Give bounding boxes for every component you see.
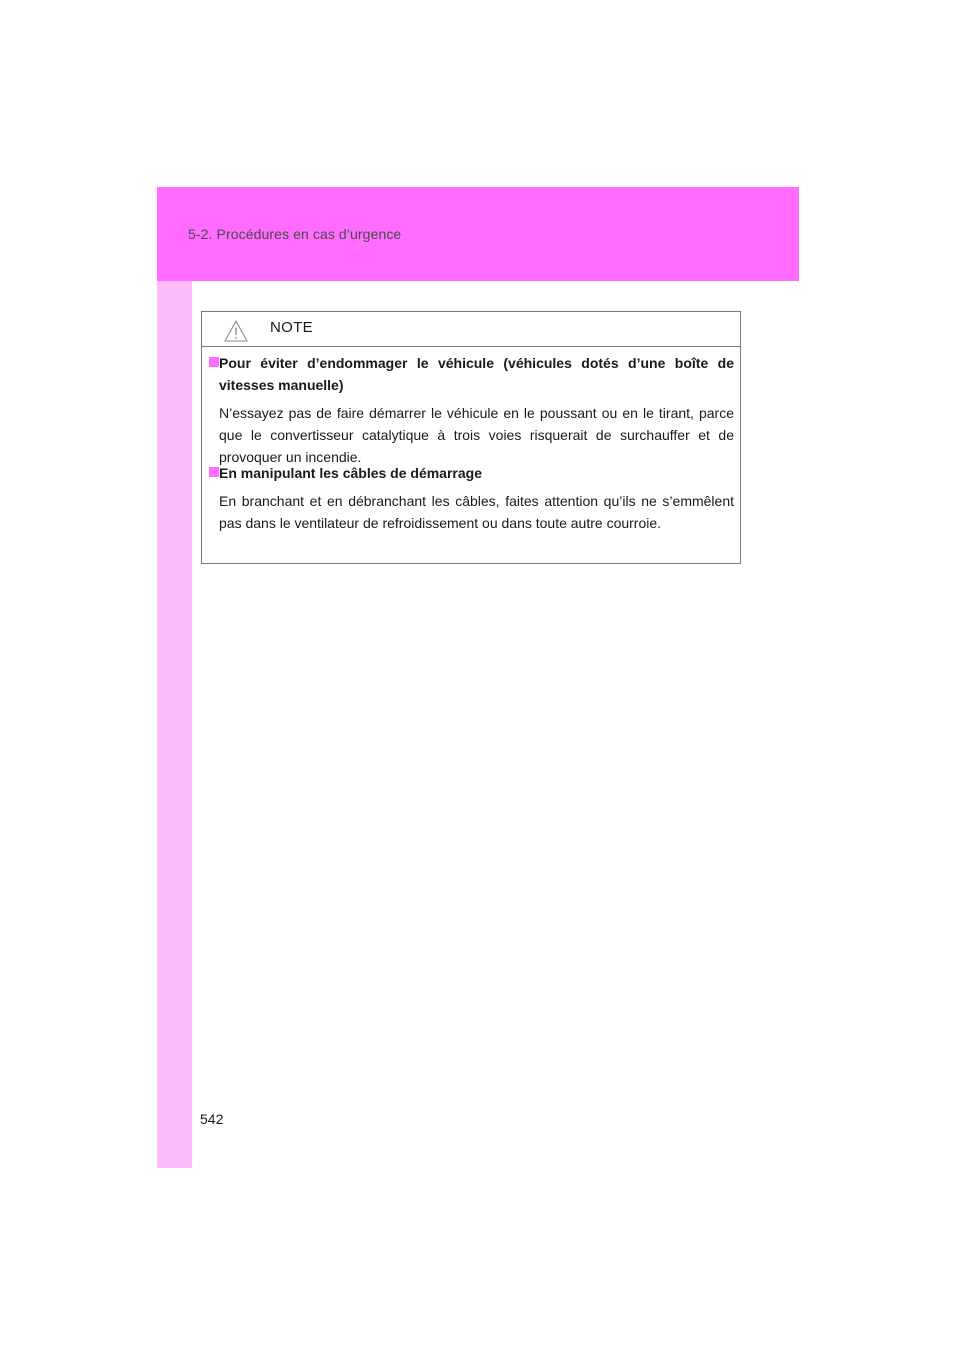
section-title: 5-2. Procédures en cas d’urgence: [188, 226, 402, 242]
note-title: NOTE: [270, 319, 313, 336]
square-bullet-icon: [209, 357, 219, 367]
note-item-body: N’essayez pas de faire démarrer le véhicule en le poussant ou en le tirant, parce que le convertisseur catalytique à trois voies risquerait de surchauffer et de provoquer un incendie.: [219, 405, 734, 465]
note-box: [201, 311, 741, 564]
side-strip: [157, 187, 192, 1168]
square-bullet-icon: [209, 467, 219, 477]
page-number: 542: [200, 1111, 224, 1127]
note-item-heading: En manipulant les câbles de démarrage: [219, 465, 482, 481]
note-item-heading: Pour éviter d’endommager le véhicule (véhicules dotés d’une boîte de vitesses manuelle): [219, 355, 734, 393]
warning-triangle-icon: [224, 320, 248, 342]
note-item-body: En branchant et en débranchant les câbles, faites attention qu’ils ne s’emmêlent pas dans le ventilateur de refroidissement ou dans toute autre courroie.: [219, 493, 734, 531]
note-header: [202, 312, 740, 347]
